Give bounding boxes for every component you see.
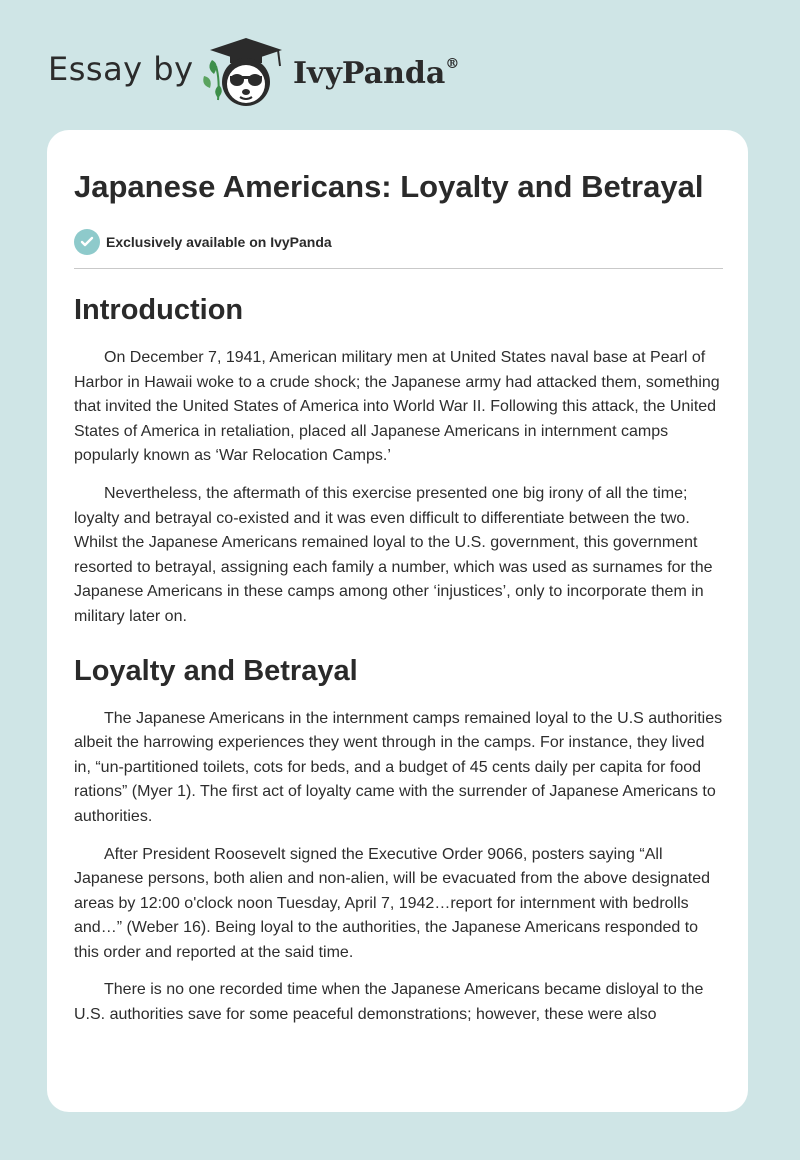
paragraph: After President Roosevelt signed the Executive Order 9066, posters saying “All Japanese persons, both alien and non-alien, will be evacuated from the above designated areas by 12:00 o'clock noon Tuesday, April 7, 1942…report for internment with bedrolls and…” (Weber 16). Being loyal to the authorities, the Japanese Americans responded to this order and reported at the said time. (74, 845, 710, 961)
essay-by-label: Essay by (48, 50, 194, 88)
article-card (47, 130, 748, 1112)
site-header (0, 0, 800, 130)
paragraph: On December 7, 1941, American military men at United States naval base at Pearl of Harbor in Hawaii woke to a crude shock; the Japanese army had attacked them, something that invited the United States of America into World War II. Following this attack, the United States of America in retaliation, placed all Japanese Americans in internment camps popularly known as ‘War Relocation Camps.’ (74, 349, 720, 465)
panda-logo-icon[interactable] (200, 36, 292, 108)
paragraph: The Japanese Americans in the internment camps remained loyal to the U.S authorities albeit the harrowing experiences they went through in the camps. For instance, they lived in, “un-partitioned toilets, cots for beds, and a budget of 45 cents daily per capita for food rations” (Myer 1). The first act of loyalty came with the surrender of Japanese Americans to authorities. (74, 709, 723, 825)
section-heading-introduction: Introduction (74, 294, 244, 326)
exclusive-label: Exclusively available on IvyPanda (106, 234, 332, 250)
article-title: Japanese Americans: Loyalty and Betrayal (74, 169, 704, 204)
check-icon (74, 229, 100, 255)
brand-name[interactable]: IvyPanda® (293, 56, 460, 91)
paragraph: There is no one recorded time when the Japanese Americans became disloyal to the U.S. authorities save for some peaceful demonstrations; however, these were also (74, 981, 704, 1024)
section-heading-loyalty-betrayal: Loyalty and Betrayal (74, 654, 358, 687)
exclusive-badge (74, 228, 723, 256)
paragraph: Nevertheless, the aftermath of this exercise presented one big irony of all the time; loyalty and betrayal co-existed and it was even difficult to differentiate between the two. Whilst the Japanese Americans remained loyal to the U.S. government, this government resorted to betrayal, assigning each family a number, which was used as surnames for the Japanese Americans in these camps among other ‘injustices’, only to incorporate them in military later on. (74, 484, 713, 625)
divider (74, 268, 723, 269)
